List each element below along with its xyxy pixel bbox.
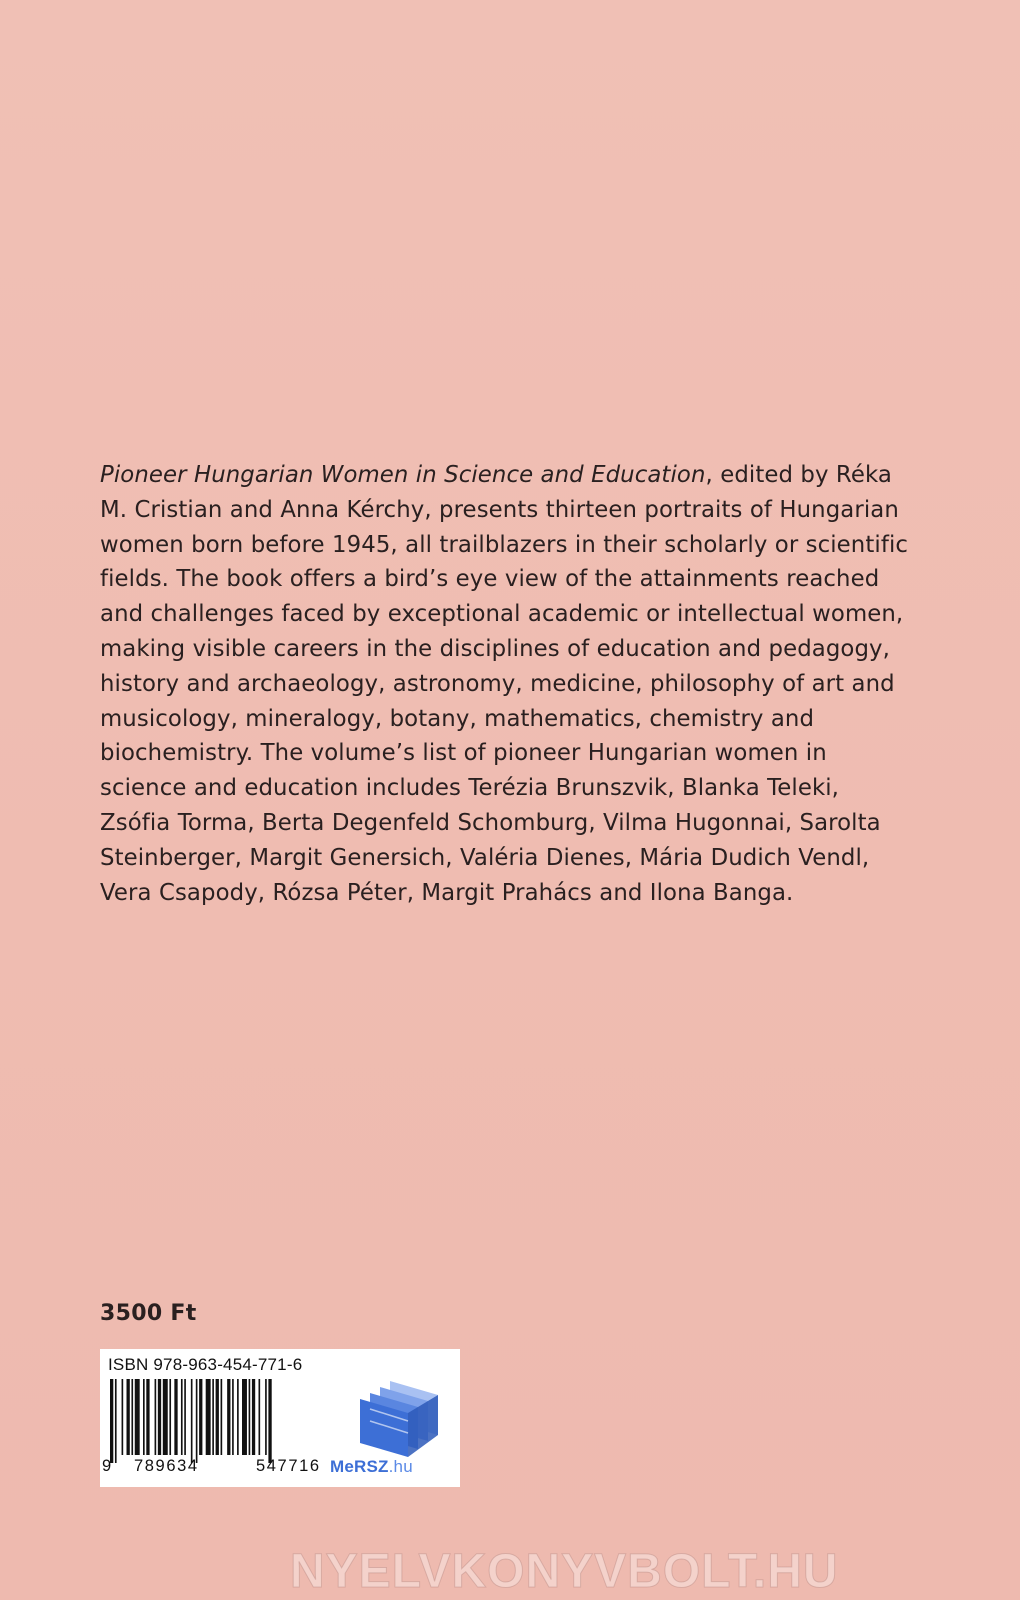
barcode-bar bbox=[232, 1379, 234, 1455]
barcode-bars bbox=[110, 1379, 320, 1463]
publisher-tld: .hu bbox=[388, 1457, 413, 1476]
barcode-bar bbox=[259, 1379, 261, 1455]
barcode-bar bbox=[115, 1379, 117, 1463]
barcode-bar bbox=[227, 1379, 230, 1455]
price-label: 3500 Ft bbox=[100, 1301, 197, 1326]
barcode-bar bbox=[206, 1379, 211, 1455]
barcode-bar bbox=[212, 1379, 214, 1455]
book-title-italic: Pioneer Hungarian Women in Science and Education bbox=[100, 462, 706, 488]
barcode-bar bbox=[265, 1379, 267, 1455]
barcode-bar bbox=[163, 1379, 168, 1455]
barcode-panel bbox=[100, 1349, 460, 1487]
barcode-bar bbox=[199, 1379, 202, 1455]
barcode-bar bbox=[268, 1379, 271, 1463]
watermark-text: NYELVKONYVBOLT.HU bbox=[290, 1545, 839, 1598]
barcode-bar bbox=[135, 1379, 140, 1455]
barcode-bar bbox=[191, 1379, 193, 1463]
barcode-bar bbox=[181, 1379, 183, 1455]
barcode-bar bbox=[184, 1379, 186, 1455]
barcode-bar bbox=[221, 1379, 223, 1455]
barcode-bar bbox=[242, 1379, 247, 1455]
isbn-label: ISBN 978-963-454-771-6 bbox=[108, 1355, 303, 1374]
publisher-logo-text bbox=[330, 1457, 413, 1477]
barcode-bar bbox=[249, 1379, 251, 1455]
barcode-bar bbox=[252, 1379, 255, 1455]
barcode-bar bbox=[127, 1379, 130, 1455]
barcode-bar bbox=[143, 1379, 145, 1455]
barcode-bar bbox=[155, 1379, 157, 1455]
barcode-bar bbox=[146, 1379, 149, 1455]
ean-right-digits: 547716 bbox=[256, 1457, 321, 1475]
blurb-paragraph bbox=[100, 458, 912, 910]
barcode-bar bbox=[216, 1379, 219, 1455]
barcode-bar bbox=[110, 1379, 113, 1463]
barcode-bar bbox=[122, 1379, 124, 1455]
blurb-text: , edited by Réka M. Cristian and Anna Kérchy, presents thirteen portraits of Hungarian women born before 1945, all trailblazers in their scholarly or scientific fields. The book offers a bird’s eye view of the attainments reached and challenges faced by exceptional academic or intellectual women, making visible careers in the disciplines of education and pedagogy, history and archaeology, astronomy, medicine, philosophy of art and musicology, mineralogy, botany, mathematics, chemistry and biochemistry. The volume’s list of pioneer Hungarian women in science and education includes Terézia Brunszvik, Blanka Teleki, Zsófia Torma, Berta Degenfeld Schomburg, Vilma Hugonnai, Sarolta Steinberger, Margit Genersich, Valéria Dienes, Mária Dudich Vendl, Vera Csapody, Rózsa Péter, Margit Prahács and Ilona Banga. bbox=[100, 462, 909, 906]
barcode-bar bbox=[174, 1379, 177, 1455]
barcode-bar bbox=[131, 1379, 133, 1455]
barcode-bar bbox=[158, 1379, 161, 1455]
publisher-name: MeRSZ bbox=[330, 1457, 389, 1476]
barcode-bar bbox=[196, 1379, 198, 1463]
ean-first-digit: 9 bbox=[102, 1457, 112, 1475]
barcode-bar bbox=[169, 1379, 171, 1455]
ean-left-digits: 789634 bbox=[134, 1457, 199, 1475]
barcode-bar bbox=[237, 1379, 239, 1455]
